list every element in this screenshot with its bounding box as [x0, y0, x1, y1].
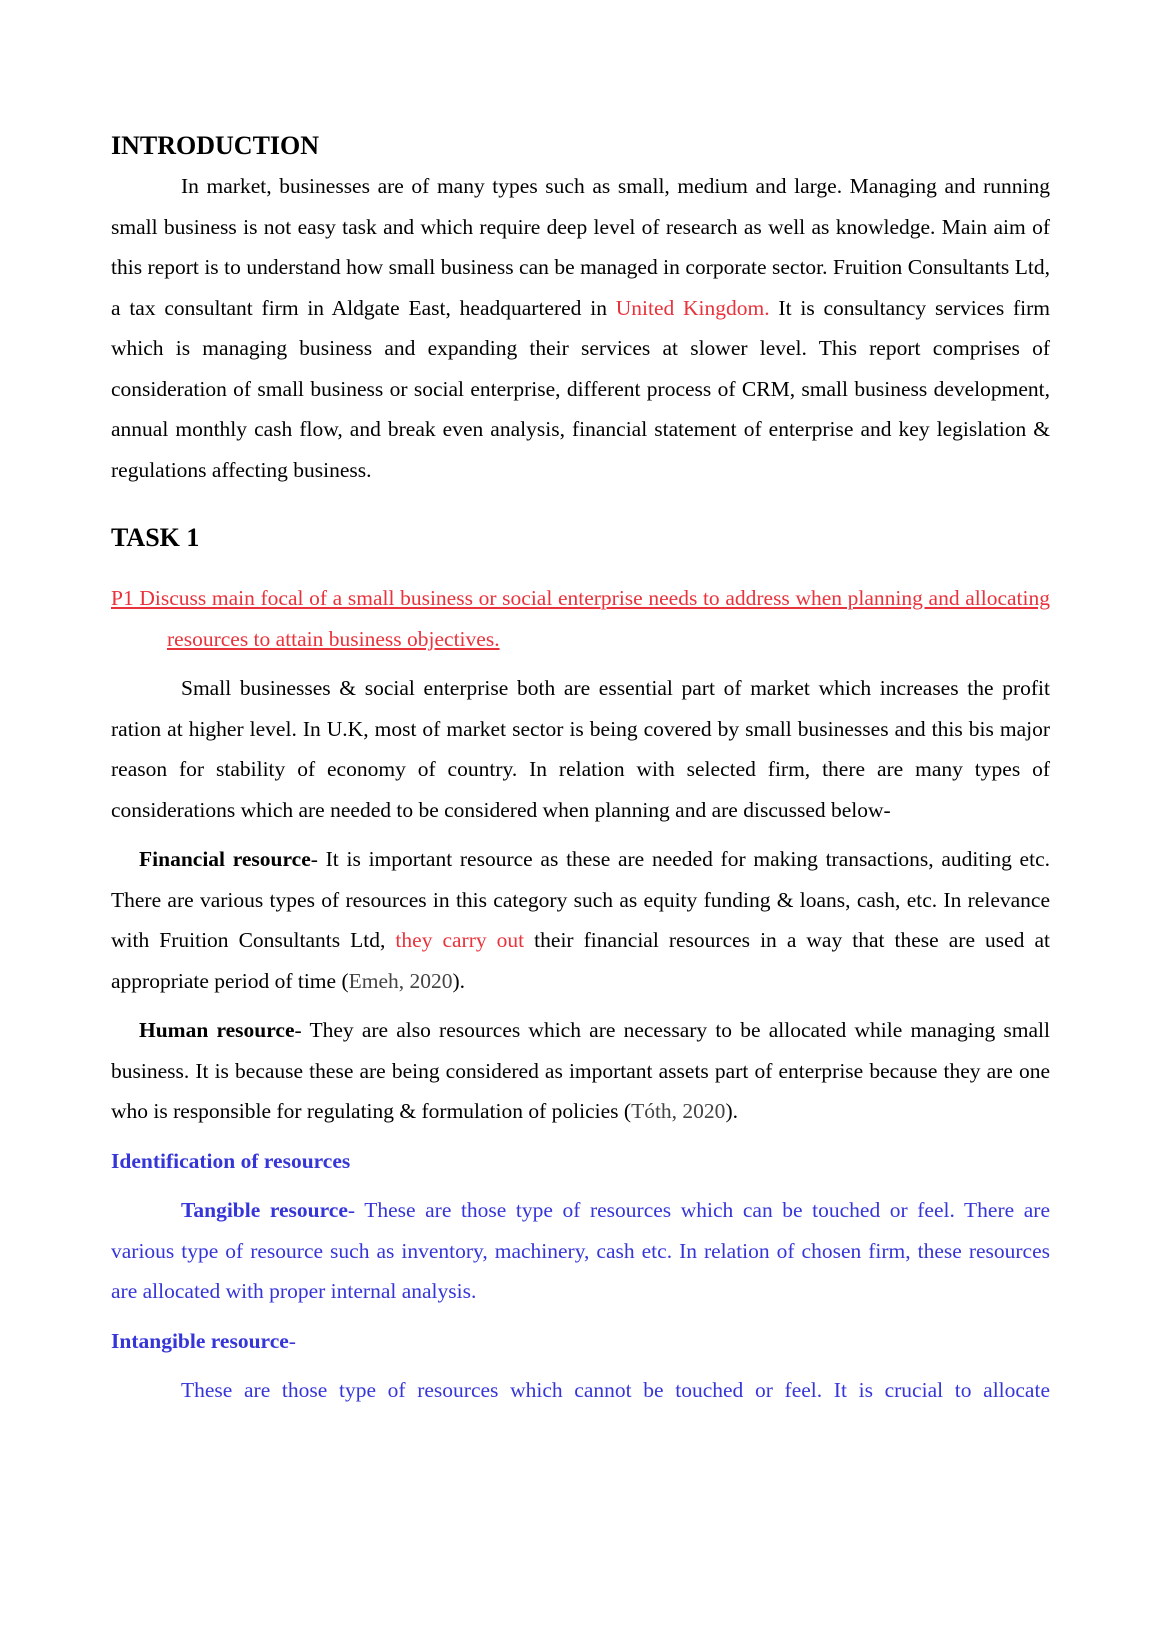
- identification-of-resources-heading: Identification of resources: [111, 1148, 351, 1173]
- intangible-resource-heading: [111, 1321, 1050, 1362]
- task-1-heading: TASK 1: [111, 523, 200, 552]
- intangible-resource-paragraph: These are those type of resources which cannot be touched or feel. It is crucial to allocate: [181, 1378, 1050, 1402]
- financial-resource-label: Financial resource: [139, 847, 311, 871]
- financial-text-part-1: - It is important resource as these are needed for making transactions, auditing etc. There are various types of resources in this category such as equity funding & loans, cash, etc. In relevance with Fruition Consultants Ltd,: [111, 847, 1050, 952]
- financial-text-part-2: their financial resources in a way that these are used at appropriate period of time (: [111, 928, 1050, 993]
- p1-question-heading: P1 Discuss main focal of a small business or social enterprise needs to address when planning and allocating resources to attain business objectives.: [111, 586, 1050, 651]
- intro-text-part-1: In market, businesses are of many types such as small, medium and large. Managing and running small business is not easy task and which require deep level of research as well as knowledge. Main aim of this report is to understand how small business can be managed in corporate sector. Fruition Consultants Ltd, a tax consultant firm in Aldgate East, headquartered in: [111, 174, 1050, 320]
- they-carry-out-highlight: they carry out: [395, 928, 525, 952]
- intangible-resource-label: Intangible resource: [111, 1328, 289, 1353]
- human-text-part-1: - They are also resources which are necessary to be allocated while managing small business. It is because these are being considered as important assets part of enterprise because they are one who is responsible for regulating & formulation of policies (: [111, 1018, 1050, 1123]
- introduction-paragraph: [111, 166, 1050, 490]
- tangible-resource-paragraph: [111, 1190, 1050, 1312]
- human-resource-paragraph: [111, 1010, 1050, 1132]
- tangible-resource-text: - These are those type of resources which can be touched or feel. There are various type of resource such as inventory, machinery, cash etc. In relation of chosen firm, these resources are allocated with proper internal analysis.: [111, 1198, 1050, 1303]
- human-text-part-2: ).: [725, 1099, 738, 1123]
- introduction-heading: INTRODUCTION: [111, 131, 320, 160]
- financial-text-part-3: ).: [452, 968, 466, 993]
- tangible-resource-label: Tangible resource: [181, 1198, 348, 1222]
- intro-text-part-2: It is consultancy services firm which is managing business and expanding their services at slower level. This report comprises of consideration of small business or social enterprise, different process of CRM, small business development, annual monthly cash flow, and break even analysis, financial statement of enterprise and key legislation & regulations affecting business.: [111, 295, 1050, 482]
- small-business-paragraph: Small businesses & social enterprise both are essential part of market which increases the profit ration at higher level. In U.K, most of market sector is being covered by small businesses and this bis major reason for stability of economy of country. In relation with selected firm, there are many types of considerations which are needed to be considered when planning and are discussed below-: [111, 676, 1050, 822]
- human-resource-label: Human resource: [139, 1018, 295, 1042]
- citation-emeh: Emeh, 2020: [348, 968, 453, 993]
- united-kingdom-highlight: United Kingdom.: [615, 295, 770, 320]
- document-page: [111, 130, 1050, 1411]
- intangible-resource-dash: -: [288, 1328, 296, 1353]
- financial-resource-paragraph: [111, 839, 1050, 1001]
- citation-toth: Tóth, 2020: [631, 1099, 726, 1123]
